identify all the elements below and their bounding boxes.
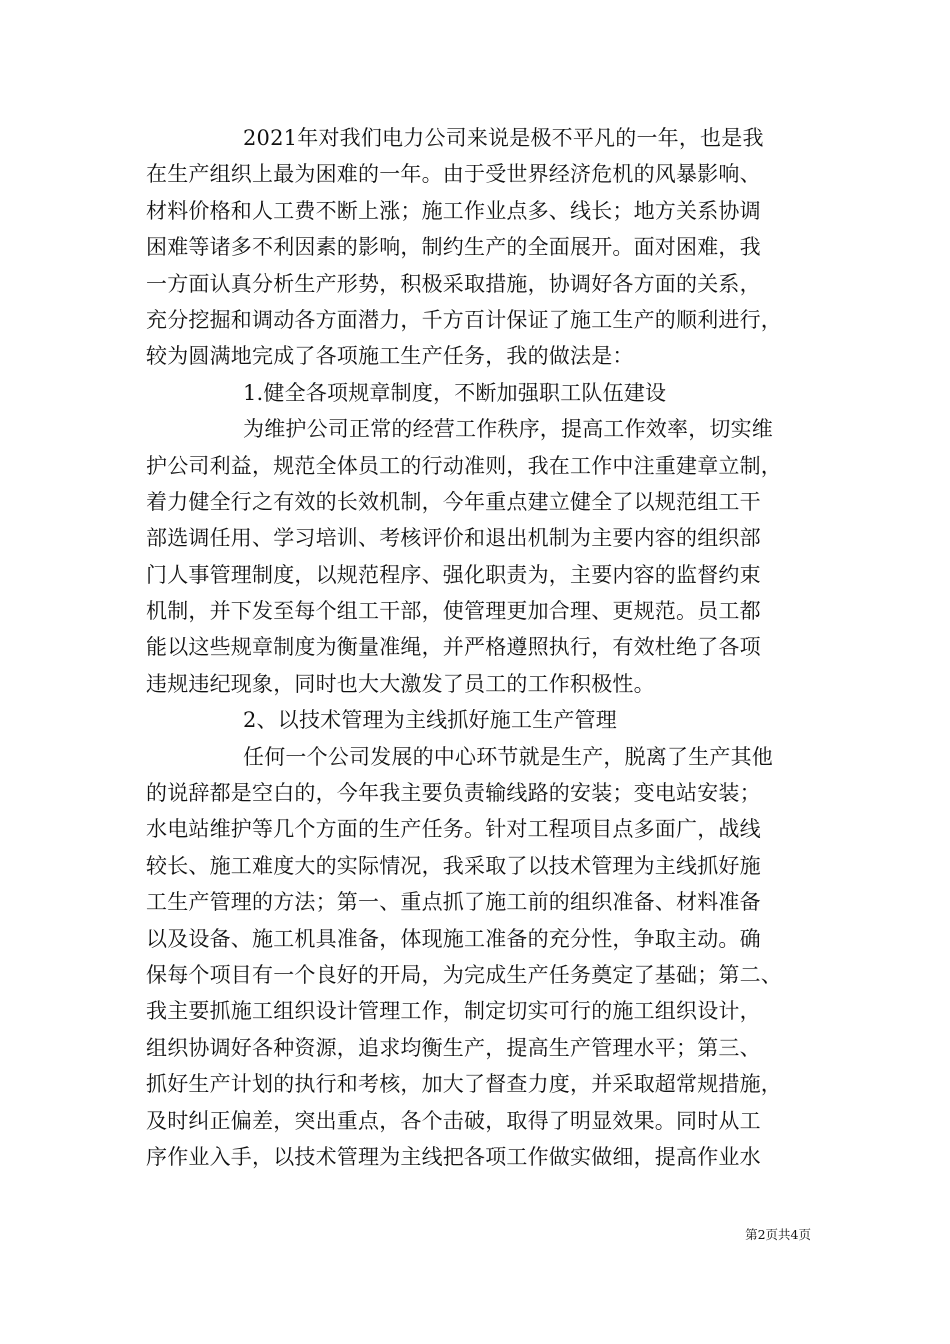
paragraph-section1-line: 门人事管理制度，以规范程序、强化职责为，主要内容的监督约束 [146, 562, 761, 587]
paragraph-section2-line: 保每个项目有一个良好的开局，为完成生产任务奠定了基础；第二、 [146, 962, 782, 987]
paragraph-intro-line: 2021年对我们电力公司来说是极不平凡的一年，也是我 [243, 126, 764, 150]
paragraph-section2-line: 序作业入手，以技术管理为主线把各项工作做实做细，提高作业水 [146, 1144, 761, 1169]
paragraph-intro-line: 材料价格和人工费不断上涨；施工作业点多、线长；地方关系协调 [146, 198, 761, 223]
paragraph-section2-line: 抓好生产计划的执行和考核，加大了督查力度，并采取超常规措施， [146, 1072, 782, 1097]
page-number-footer: 第2页共4页 [745, 1227, 811, 1242]
paragraph-section1-line: 违规违纪现象，同时也大大激发了员工的工作积极性。 [146, 671, 655, 696]
paragraph-section1-line: 能以这些规章制度为衡量准绳，并严格遵照执行，有效杜绝了各项 [146, 635, 761, 660]
paragraph-section2-line: 任何一个公司发展的中心环节就是生产，脱离了生产其他 [243, 744, 773, 769]
paragraph-section1-line: 着力健全行之有效的长效机制，今年重点建立健全了以规范组工干 [146, 489, 761, 514]
paragraph-section2-line: 组织协调好各种资源，追求均衡生产，提高生产管理水平；第三、 [146, 1035, 761, 1060]
paragraph-section2-line: 的说辞都是空白的，今年我主要负责输线路的安装；变电站安装； [146, 781, 761, 806]
paragraph-section2-line: 较长、施工难度大的实际情况，我采取了以技术管理为主线抓好施 [146, 853, 761, 878]
section-heading-2: 2、以技术管理为主线抓好施工生产管理 [243, 708, 617, 733]
paragraph-section2-line: 及时纠正偏差，突出重点，各个击破，取得了明显效果。同时从工 [146, 1108, 761, 1133]
paragraph-section1-line: 为维护公司正常的经营工作秩序，提高工作效率，切实维 [243, 417, 773, 442]
paragraph-section2-line: 水电站维护等几个方面的生产任务。针对工程项目点多面广，战线 [146, 817, 761, 842]
paragraph-intro-line: 在生产组织上最为困难的一年。由于受世界经济危机的风暴影响、 [146, 162, 761, 187]
paragraph-section1-line: 机制，并下发至每个组工干部，使管理更加合理、更规范。员工都 [146, 599, 761, 624]
paragraph-intro-line: 较为圆满地完成了各项施工生产任务，我的做法是： [146, 344, 634, 369]
section-heading-1: 1.健全各项规章制度，不断加强职工队伍建设 [243, 380, 667, 405]
paragraph-intro-line: 一方面认真分析生产形势，积极采取措施，协调好各方面的关系， [146, 271, 761, 296]
paragraph-section2-line: 以及设备、施工机具准备，体现施工准备的充分性，争取主动。确 [146, 926, 761, 951]
paragraph-section2-line: 我主要抓施工组织设计管理工作，制定切实可行的施工组织设计， [146, 999, 761, 1024]
paragraph-section1-line: 护公司利益，规范全体员工的行动准则，我在工作中注重建章立制， [146, 453, 782, 478]
document-body [146, 120, 811, 1175]
paragraph-intro-line: 充分挖掘和调动各方面潜力，千方百计保证了施工生产的顺利进行， [146, 307, 782, 332]
paragraph-section2-line: 工生产管理的方法；第一、重点抓了施工前的组织准备、材料准备 [146, 890, 761, 915]
paragraph-intro-line: 困难等诸多不利因素的影响，制约生产的全面展开。面对困难，我 [146, 235, 761, 260]
paragraph-section1-line: 部选调任用、学习培训、考核评价和退出机制为主要内容的组织部 [146, 526, 761, 551]
